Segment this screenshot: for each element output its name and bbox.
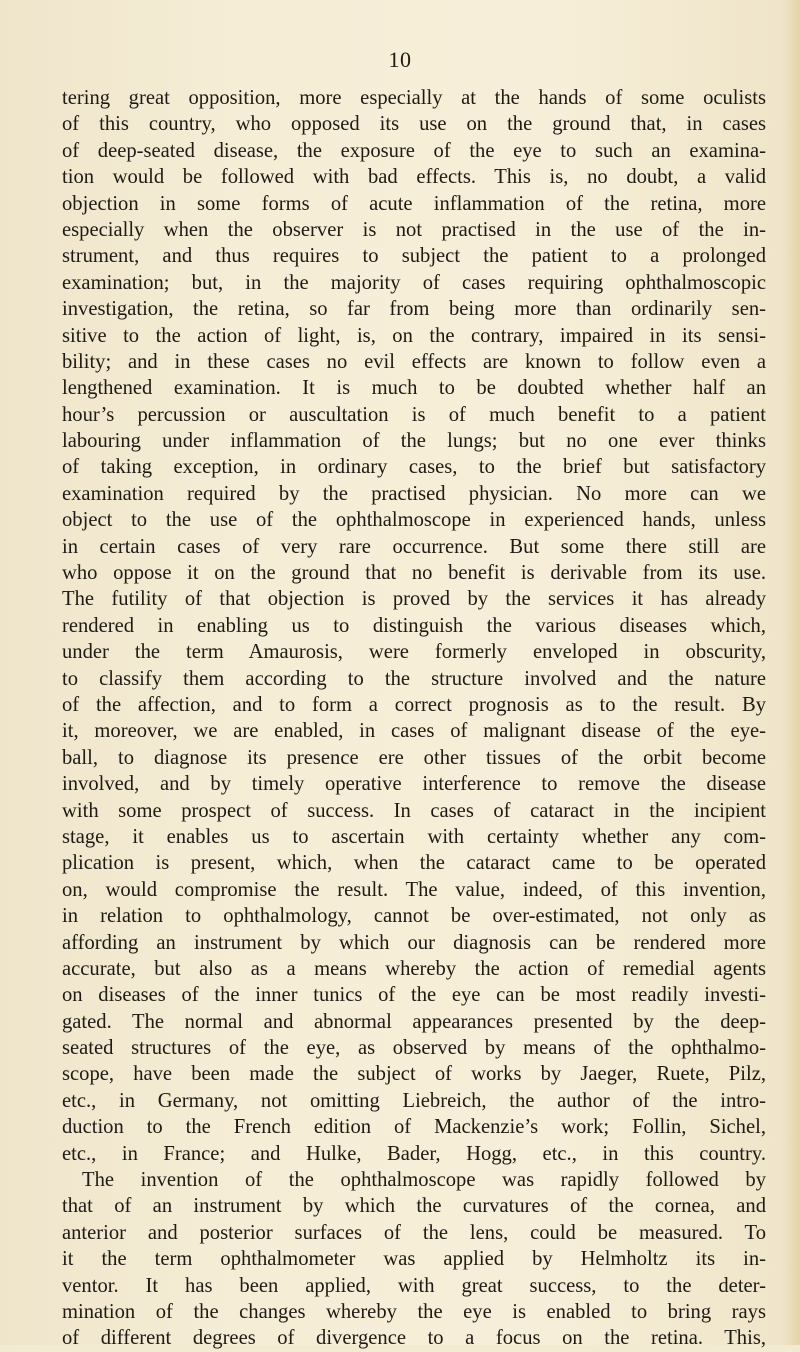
text-line: it, moreover, we are enabled, in cases of malignant disease of the eye-: [62, 720, 766, 743]
text-line: involved, and by timely operative interference to remove the disease: [62, 773, 766, 796]
text-line: under the term Amaurosis, were formerly enveloped in obscurity,: [62, 641, 766, 664]
text-line: ball, to diagnose its presence ere other tissues of the orbit become: [62, 746, 766, 769]
text-line: in relation to ophthalmology, cannot be over-estimated, not only as: [62, 905, 766, 928]
text-line: sitive to the action of light, is, on the contrary, impaired in its sensi-: [62, 324, 766, 347]
text-line: it the term ophthalmometer was applied by Helmholtz its in-: [62, 1248, 766, 1271]
text-line: duction to the French edition of Mackenzie’s work; Follin, Sichel,: [62, 1116, 766, 1139]
text-line: gated. The normal and abnormal appearances presented by the deep-: [62, 1010, 766, 1033]
text-line: on diseases of the inner tunics of the eye can be most readily investi-: [62, 984, 766, 1007]
page-number: 10: [388, 47, 412, 72]
text-line: with some prospect of success. In cases of cataract in the incipient: [62, 799, 766, 822]
text-line: rendered in enabling us to distinguish the various diseases which,: [62, 614, 766, 637]
text-line: scope, have been made the subject of works by Jaeger, Ruete, Pilz,: [62, 1063, 766, 1086]
page-edge-shadow: [782, 0, 800, 1345]
text-line: investigation, the retina, so far from being more than ordinarily sen-: [62, 298, 766, 321]
text-line: lengthened examination. It is much to be doubted whether half an: [62, 377, 766, 400]
text-line: objection in some forms of acute inflammation of the retina, more: [62, 192, 766, 215]
text-line: etc., in Germany, not omitting Liebreich, the author of the intro-: [62, 1089, 766, 1112]
text-line: of different degrees of divergence to a focus on the retina. This,: [62, 1327, 766, 1350]
text-line: that of an instrument by which the curvatures of the cornea, and: [62, 1195, 766, 1218]
text-line: examination required by the practised physician. No more can we: [62, 482, 766, 505]
text-line: object to the use of the ophthalmoscope in experienced hands, unless: [62, 509, 766, 532]
text-line: ventor. It has been applied, with great success, to the deter-: [62, 1274, 766, 1297]
text-line: stage, it enables us to ascertain with certainty whether any com-: [62, 825, 766, 848]
text-line: to classify them according to the structure involved and the nature: [62, 667, 766, 690]
text-line: examination; but, in the majority of cases requiring ophthalmoscopic: [62, 271, 766, 294]
text-line: accurate, but also as a means whereby the action of remedial agents: [62, 957, 766, 980]
text-line: The futility of that objection is proved by the services it has already: [62, 588, 766, 611]
text-line: of deep-seated disease, the exposure of the eye to such an examina-: [62, 139, 766, 162]
text-line: mination of the changes whereby the eye is enabled to bring rays: [62, 1300, 766, 1323]
text-line: of taking exception, in ordinary cases, to the brief but satisfactory: [62, 456, 766, 479]
text-line: anterior and posterior surfaces of the lens, could be measured. To: [62, 1221, 766, 1244]
text-line: etc., in France; and Hulke, Bader, Hogg, etc., in this country.: [62, 1142, 766, 1165]
text-line: in certain cases of very rare occurrence. But some there still are: [62, 535, 766, 558]
text-line: labouring under inflammation of the lungs; but no one ever thinks: [62, 430, 766, 453]
body-text: [62, 85, 766, 1352]
text-line: hour’s percussion or auscultation is of much benefit to a patient: [62, 403, 766, 426]
text-line: seated structures of the eye, as observed by means of the ophthalmo-: [62, 1037, 766, 1060]
text-line: plication is present, which, when the cataract came to be operated: [62, 852, 766, 875]
text-line: strument, and thus requires to subject the patient to a prolonged: [62, 245, 766, 268]
text-line: affording an instrument by which our diagnosis can be rendered more: [62, 931, 766, 954]
text-line: tering great opposition, more especially at the hands of some oculists: [62, 87, 766, 109]
text-line: tion would be followed with bad effects. This is, no doubt, a valid: [62, 166, 766, 189]
paragraph-start-line: The invention of the ophthalmoscope was rapidly followed by: [82, 1169, 766, 1192]
text-line: of this country, who opposed its use on the ground that, in cases: [62, 113, 766, 136]
text-line: especially when the observer is not practised in the use of the in-: [62, 218, 766, 241]
text-line: on, would compromise the result. The value, indeed, of this invention,: [62, 878, 766, 901]
text-line: who oppose it on the ground that no benefit is derivable from its use.: [62, 562, 766, 585]
text-line: of the affection, and to form a correct prognosis as to the result. By: [62, 693, 766, 716]
text-line: bility; and in these cases no evil effects are known to follow even a: [62, 350, 766, 373]
